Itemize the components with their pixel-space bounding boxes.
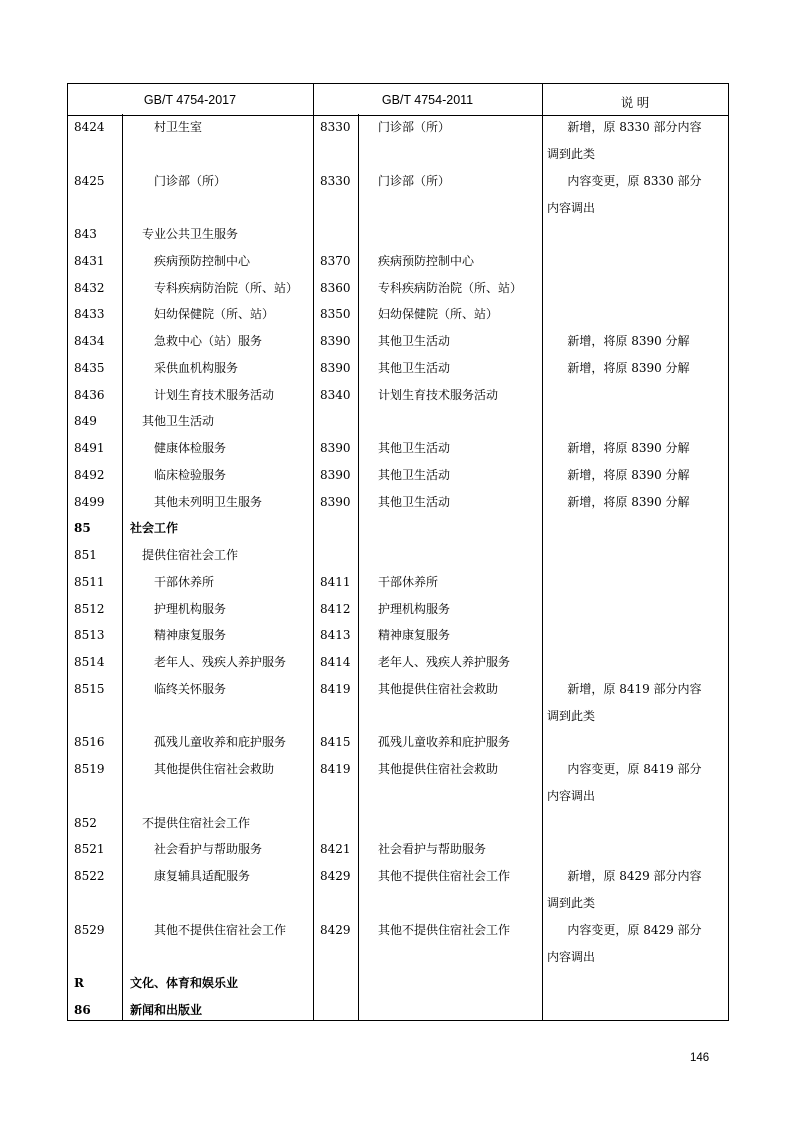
code-2017: 8433 [74,307,105,322]
code-2017: 8436 [74,387,105,402]
table-row [67,221,728,248]
name-2017: 专业公共卫生服务 [142,227,239,241]
code-2017: 8522 [74,869,105,883]
table-row [67,622,728,649]
name-2011: 护理机构服务 [378,601,451,616]
table-row [67,515,728,542]
name-2017: 新闻和出版业 [130,1002,203,1017]
code-2017: 849 [74,414,97,429]
code-2017: 8516 [74,735,105,750]
note: 新增，将原 8390 分解 [567,467,690,482]
name-2017: 急救中心（站）服务 [154,334,263,348]
header-gb2017: GB/T 4754-2017 [143,93,237,107]
table-row [67,810,728,837]
table-row [67,542,728,569]
code-2011: 8390 [320,467,351,482]
code-2017: 8521 [74,842,105,857]
table-row [67,676,728,730]
table-row [67,863,728,917]
name-2017: 其他提供住宿社会救助 [154,762,275,776]
page-number: 146 [690,1052,710,1064]
code-2011: 8429 [320,922,351,937]
code-2017: 8515 [74,681,105,696]
name-2017: 临床检验服务 [154,467,227,482]
code-2017: 8492 [74,467,105,482]
code-2011: 8330 [320,120,351,134]
name-2011: 专科疾病防治院（所、站） [378,280,523,295]
name-2017: 文化、体育和娱乐业 [130,976,239,990]
name-2017: 疾病预防控制中心 [154,253,251,268]
code-2017: 8435 [74,360,105,375]
table-row [67,275,728,302]
code-2011: 8429 [320,869,351,883]
name-2011: 社会看护与帮助服务 [378,842,487,857]
code-2017: 843 [74,227,97,241]
table-row [67,649,728,676]
table-row [67,114,728,168]
code-2011: 8360 [320,280,351,295]
name-2011: 其他卫生活动 [378,494,451,509]
note: 新增，将原 8390 分解 [567,360,690,375]
code-2011: 8370 [320,253,351,268]
code-2011: 8419 [320,681,351,696]
name-2017: 其他不提供住宿社会工作 [154,922,287,937]
table-right-border [728,83,729,1021]
code-2011: 8414 [320,655,351,669]
code-2017: R [74,976,84,990]
table-row [67,569,728,596]
code-2017: 8529 [74,922,105,937]
name-2017: 门诊部（所） [154,173,227,188]
code-2017: 8513 [74,628,105,643]
name-2017: 不提供住宿社会工作 [142,815,251,830]
column-divider [122,114,123,1021]
note: 新增，将原 8390 分解 [567,441,690,455]
code-2017: 8491 [74,441,105,455]
name-2017: 专科疾病防治院（所、站） [154,280,299,295]
code-2017: 85 [74,521,91,536]
name-2017: 村卫生室 [154,120,203,134]
note: 新增，将原 8390 分解 [567,494,690,509]
name-2011: 妇幼保健院（所、站） [378,307,499,322]
note: 内容变更，原 8330 部分内容调出 [547,173,702,215]
name-2011: 门诊部（所） [378,173,451,188]
table-left-border [67,83,68,1021]
name-2011: 门诊部（所） [378,120,451,134]
note: 新增，原 8429 部分内容调到此类 [547,869,702,910]
column-divider [358,114,359,1021]
code-2011: 8419 [320,762,351,776]
table-row [67,596,728,623]
table-row [67,328,728,355]
name-2017: 其他未列明卫生服务 [154,494,263,509]
table-row [67,462,728,489]
table-row [67,917,728,971]
code-2011: 8390 [320,360,351,375]
code-2017: 8499 [74,494,105,509]
name-2011: 疾病预防控制中心 [378,253,475,268]
table-row [67,729,728,756]
name-2017: 提供住宿社会工作 [142,548,239,562]
name-2017: 采供血机构服务 [154,360,239,375]
header-notes: 说 明 [620,96,650,110]
code-2017: 8431 [74,253,105,268]
name-2017: 妇幼保健院（所、站） [154,307,275,322]
name-2017: 康复辅具适配服务 [154,869,251,883]
name-2011: 其他卫生活动 [378,360,451,375]
name-2011: 其他不提供住宿社会工作 [378,922,511,937]
header-gb2011: GB/T 4754-2011 [381,93,474,107]
code-2011: 8412 [320,601,351,616]
note: 新增，将原 8390 分解 [567,334,690,348]
code-2011: 8390 [320,334,351,348]
code-2017: 8432 [74,280,105,295]
code-2011: 8411 [320,574,351,589]
name-2011: 其他不提供住宿社会工作 [378,869,511,883]
table-row [67,756,728,810]
code-2011: 8415 [320,735,351,750]
note: 新增，原 8419 部分内容调到此类 [547,681,702,723]
code-2017: 86 [74,1002,91,1017]
name-2017: 健康体检服务 [154,441,227,455]
table-row [67,489,728,516]
name-2017: 其他卫生活动 [142,414,215,429]
code-2017: 852 [74,815,97,830]
code-2017: 851 [74,548,97,562]
code-2011: 8390 [320,441,351,455]
code-2017: 8514 [74,655,105,669]
code-2017: 8425 [74,173,105,188]
table-row [67,836,728,863]
name-2017: 精神康复服务 [154,628,227,643]
table-row [67,382,728,409]
code-2017: 8519 [74,762,105,776]
table-row [67,970,728,997]
table-row [67,355,728,382]
name-2011: 其他提供住宿社会救助 [378,762,499,776]
table-row [67,435,728,462]
code-2011: 8421 [320,842,351,857]
code-2011: 8340 [320,387,351,402]
name-2011: 其他提供住宿社会救助 [378,681,499,696]
code-2011: 8390 [320,494,351,509]
table-row [67,408,728,435]
name-2011: 其他卫生活动 [378,441,451,455]
name-2017: 计划生育技术服务活动 [154,387,275,402]
column-divider [542,83,543,1021]
code-2017: 8512 [74,601,105,616]
name-2011: 老年人、残疾人养护服务 [378,655,511,669]
note: 内容变更，原 8419 部分内容调出 [547,762,702,803]
note: 内容变更，原 8429 部分内容调出 [547,922,702,964]
name-2017: 临终关怀服务 [154,681,227,696]
table-bottom-border [67,1020,728,1021]
note: 新增，原 8330 部分内容调到此类 [547,120,702,161]
name-2017: 干部休养所 [154,574,215,589]
name-2011: 其他卫生活动 [378,467,451,482]
column-divider [313,83,314,1021]
name-2017: 老年人、残疾人养护服务 [154,655,287,669]
code-2011: 8413 [320,628,351,643]
table-header [67,83,728,116]
code-2011: 8350 [320,307,351,322]
code-2017: 8434 [74,334,105,348]
table-row [67,301,728,328]
name-2011: 计划生育技术服务活动 [378,387,499,402]
name-2011: 孤残儿童收养和庇护服务 [378,735,511,750]
table-row [67,248,728,275]
code-2017: 8511 [74,574,105,589]
code-2011: 8330 [320,173,351,188]
name-2017: 护理机构服务 [154,601,227,616]
name-2011: 干部休养所 [378,574,439,589]
name-2011: 其他卫生活动 [378,334,451,348]
code-2017: 8424 [74,120,105,134]
name-2017: 社会工作 [130,521,179,536]
table-row [67,168,728,222]
name-2011: 精神康复服务 [378,628,451,643]
name-2017: 孤残儿童收养和庇护服务 [154,735,287,750]
name-2017: 社会看护与帮助服务 [154,842,263,857]
